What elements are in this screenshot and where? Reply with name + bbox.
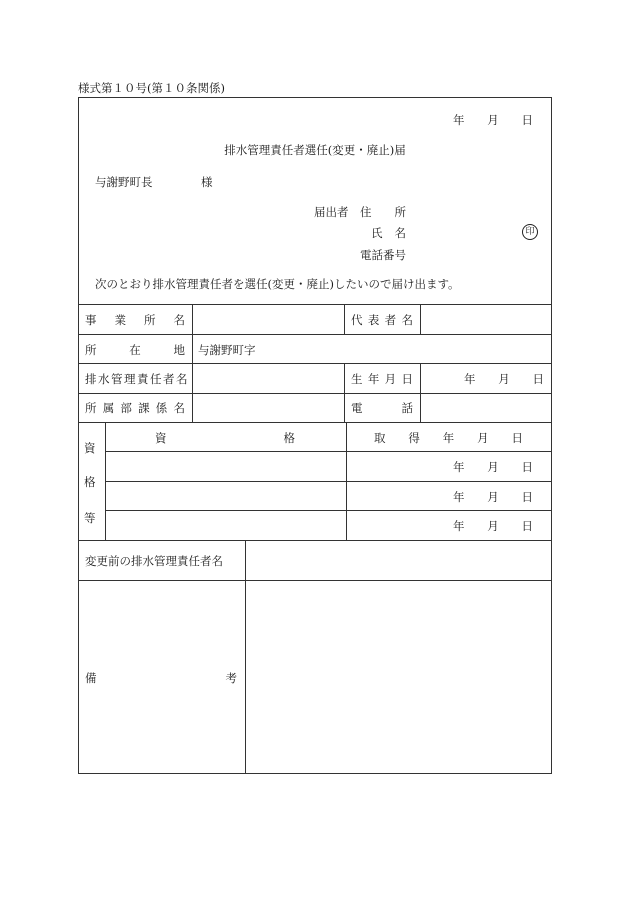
document-title: 排水管理責任者選任(変更・廃止)届	[224, 143, 406, 157]
department-label: 所 属 部 課 係 名	[85, 401, 185, 415]
applicant-label: 届出者	[314, 205, 349, 219]
birthdate-units: 年 月 日	[464, 372, 544, 386]
date-month-label: 月	[487, 113, 499, 127]
applicant-name-label: 氏 名	[371, 226, 406, 240]
addressee-name: 与謝野町長	[95, 175, 153, 189]
acquired-row-1: 年 月 日	[453, 460, 533, 474]
qualification-side-3: 等	[84, 511, 96, 525]
previous-manager-label: 変更前の排水管理責任者名	[85, 554, 223, 568]
date-day-label: 日	[521, 113, 533, 127]
applicant-phone-label: 電話番号	[360, 248, 406, 262]
remarks-label: 備 考	[85, 671, 237, 685]
date-year-label: 年	[453, 113, 465, 127]
date-header	[453, 112, 533, 128]
location-value: 与謝野町字	[198, 343, 256, 357]
form-number: 様式第１０号(第１０条関係)	[78, 81, 225, 95]
qualification-header: 資 格	[155, 431, 295, 445]
location-label: 所 在 地	[85, 343, 185, 357]
acquired-header: 取 得 年 月 日	[374, 431, 523, 445]
addressee-honorific: 様	[201, 175, 213, 189]
qualification-side-2: 格	[84, 475, 96, 489]
applicant-address-label: 住 所	[360, 205, 406, 219]
manager-name-label: 排水管理責任者名	[85, 372, 189, 386]
acquired-row-2: 年 月 日	[453, 490, 533, 504]
statement-text: 次のとおり排水管理責任者を選任(変更・廃止)したいので届け出ます。	[95, 277, 460, 291]
qualification-side-1: 資	[84, 441, 96, 455]
birthdate-label: 生 年 月 日	[351, 372, 413, 386]
office-name-label: 事 業 所 名	[85, 313, 185, 327]
seal-mark: 印	[522, 224, 538, 240]
phone-label: 電 話	[351, 401, 413, 415]
representative-label: 代 表 者 名	[351, 313, 413, 327]
acquired-row-3: 年 月 日	[453, 519, 533, 533]
